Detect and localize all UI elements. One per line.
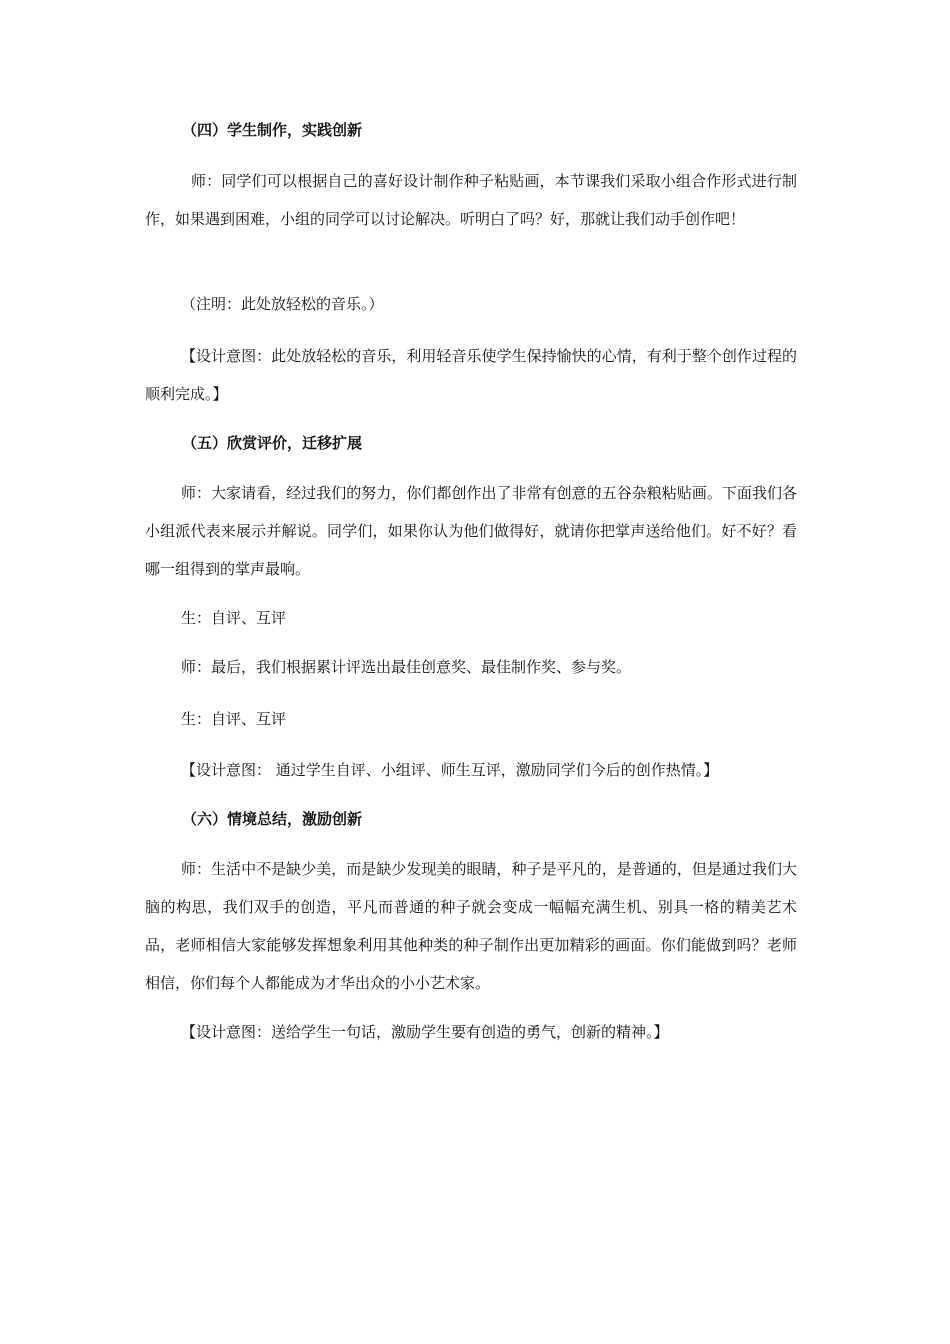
design-intent: 【设计意图： 通过学生自评、小组评、师生互评，激励同学们今后的创作热情。】 — [181, 761, 719, 779]
student-line: 生：自评、互评 — [181, 609, 287, 627]
student-line: 生：自评、互评 — [181, 710, 287, 728]
design-intent: 【设计意图：此处放轻松的音乐，利用轻音乐使学生保持愉快的心情，有利于整个创作过程的顺利完成。】 — [145, 347, 797, 403]
teacher-line: 师：最后，我们根据累计评选出最佳创意奖、最佳制作奖、参与奖。 — [181, 658, 632, 676]
teacher-paragraph: 师：同学们可以根据自己的喜好设计制作种子粘贴画，本节课我们采取小组合作形式进行制作，如果遇到困难，小组的同学可以讨论解决。听明白了吗？好，那就让我们动手创作吧！ — [145, 172, 797, 228]
design-intent: 【设计意图：送给学生一句话，激励学生要有创造的勇气，创新的精神。】 — [181, 1023, 669, 1041]
section-heading: （六）情境总结，激励创新 — [182, 810, 363, 828]
note-line: （注明：此处放轻松的音乐。） — [181, 295, 384, 313]
section-heading: （五）欣赏评价，迁移扩展 — [182, 434, 363, 452]
section-heading: （四）学生制作，实践创新 — [182, 121, 363, 139]
teacher-paragraph: 师：生活中不是缺少美，而是缺少发现美的眼睛，种子是平凡的，是普通的，但是通过我们大脑的构思，我们双手的创造，平凡而普通的种子就会变成一幅幅充满生机、别具一格的精美艺术品，老师相信大家能够发挥想象利用其他种类的种子制作出更加精彩的画面。你们能做到吗？老师相信，你们每个人都能成为才华出众的小小艺术家。 — [145, 860, 797, 992]
teacher-paragraph: 师：大家请看，经过我们的努力，你们都创作出了非常有创意的五谷杂粮粘贴画。下面我们各小组派代表来展示并解说。同学们，如果你认为他们做得好，就请你把掌声送给他们。好不好？看哪一组得到的掌声最响。 — [145, 484, 797, 578]
